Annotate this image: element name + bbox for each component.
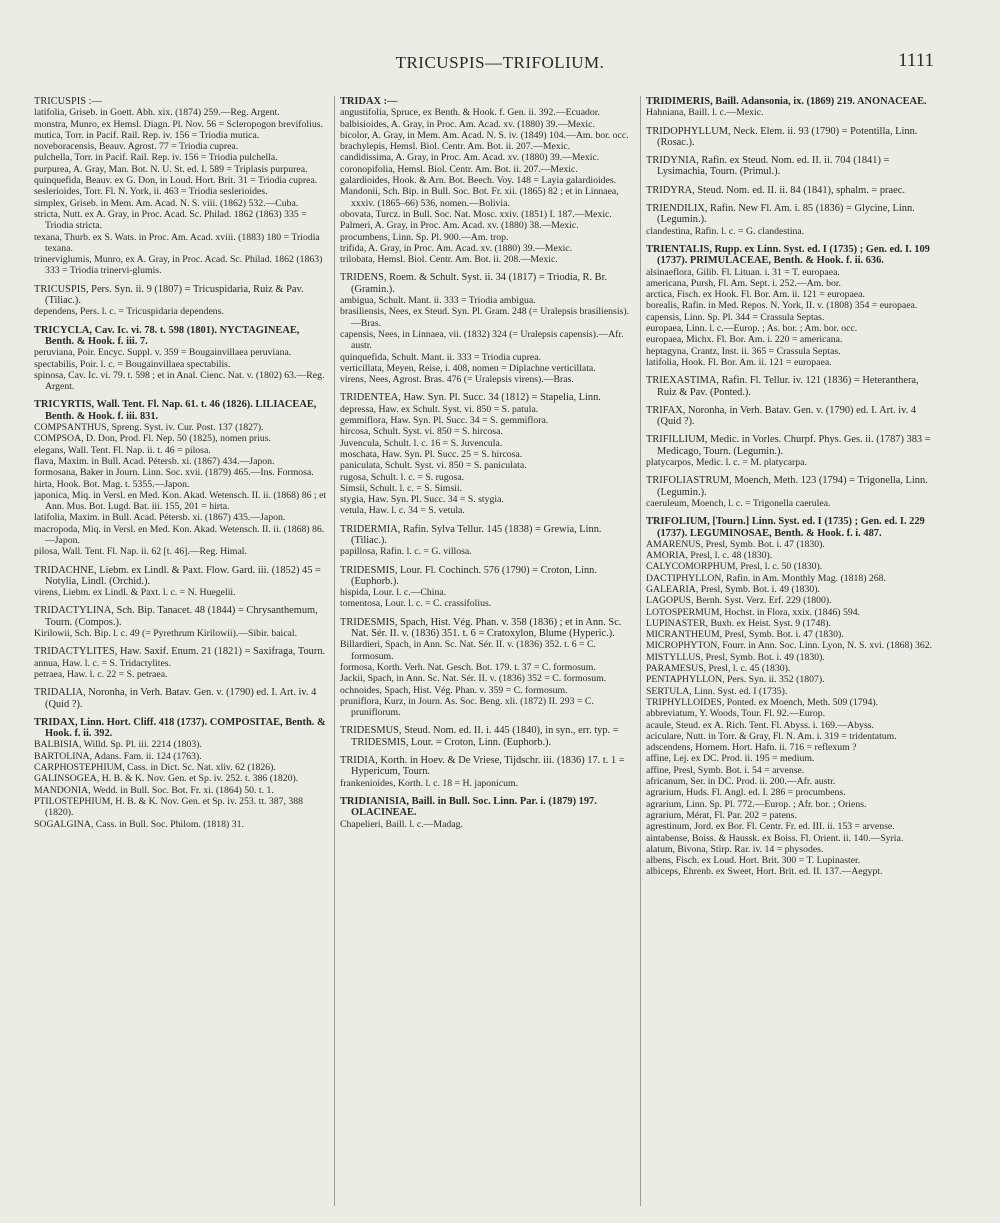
- species-line: verticillata, Meyen, Reise, i. 408, nomen = Diplachne verticillata.: [340, 362, 596, 374]
- index-entry: [340, 755, 634, 789]
- genus-heading: TRICYRTIS, Wall. Tent. Fl. Nap. 61. t. 46 (1826). LILIACEAE, Benth. & Hook. f. iii. 831.: [34, 399, 317, 422]
- species-line: latifolia, Maxim. in Bull. Acad. Pétersb. xi. (1867) 435.—Japon.: [34, 512, 286, 524]
- species-line: gemmiflora, Haw. Syn. Pl. Succ. 34 = S. gemmiflora.: [340, 415, 549, 427]
- species-line: Palmeri, A. Gray, in Proc. Am. Acad. xv. (1880) 38.—Mexic.: [340, 220, 579, 232]
- species-line: seslerioides, Torr. Fl. N. York, ii. 463 = Triodia seslerioides.: [34, 186, 268, 198]
- species-line: stygia, Haw. Syn. Pl. Succ. 34 = S. stygia.: [340, 494, 504, 506]
- genus-heading: TRIDIA, Korth. in Hoev. & De Vriese, Tijdschr. iii. (1836) 17. t. 1 = Hypericum, Tourn.: [340, 755, 625, 778]
- index-entry: [34, 325, 328, 393]
- genus-heading: TRIDACTYLINA, Sch. Bip. Tanacet. 48 (1844) = Chrysanthemum, Tourn. (Compos.).: [34, 605, 318, 628]
- species-line: MICRANTHEUM, Presl, Symb. Bot. i. 47 (1830).: [646, 629, 844, 641]
- species-line: acaule, Steud. ex A. Rich. Tent. Fl. Abyss. i. 169.—Abyss.: [646, 719, 874, 731]
- species-line: LUPINASTER, Buxb. ex Heist. Syst. 9 (1748).: [646, 617, 831, 629]
- species-line: borealis, Rafin. in Med. Repos. N. York, II. v. (1808) 354 = europaea.: [646, 300, 918, 312]
- species-line: coronopifolia, Hemsl. Biol. Centr. Am. Bot. ii. 207.—Mexic.: [340, 163, 578, 175]
- index-entry: [646, 475, 940, 509]
- species-line: alsinaeflora, Gilib. Fl. Lituan. i. 31 = T. europaea.: [646, 266, 840, 278]
- index-entry: [646, 244, 940, 368]
- genus-heading: TRIDAX, Linn. Hort. Cliff. 418 (1737). COMPOSITAE, Benth. & Hook. f. ii. 392.: [34, 716, 326, 740]
- index-entry: [340, 392, 634, 516]
- species-line: latifolia, Hook. Fl. Bor. Am. ii. 121 = europaea.: [646, 356, 832, 368]
- species-line: frankenioides, Korth. l. c. 18 = H. japonicum.: [340, 777, 518, 789]
- species-line: annua, Haw. l. c. = S. Tridactylites.: [34, 657, 172, 669]
- species-line: texana, Thurb. ex S. Wats. in Proc. Am. Acad. xviii. (1883) 180 = Triodia texana.: [34, 231, 320, 254]
- species-line: japonica, Miq. in Versl. en Med. Kon. Akad. Wetensch. II. ii. (1868) 86 ; et Ann. Mus. Bot. Lugd. Bat. iii. 155, 201 = hirta.: [34, 489, 327, 513]
- species-line: ambigua, Schult. Mant. ii. 333 = Triodia ambigua.: [340, 295, 536, 307]
- species-line: procumbens, Linn. Sp. Pl. 900.—Am. trop.: [340, 231, 509, 243]
- index-entry: [340, 524, 634, 558]
- species-line: Chapelieri, Baill. l. c.—Madag.: [340, 818, 463, 830]
- species-line: quinquefida, Beauv. ex G. Don, in Loud. Hort. Brit. 31 = Triodia cuprea.: [34, 175, 318, 187]
- index-entry: [34, 284, 328, 318]
- species-line: clandestina, Rafin. l. c. = G. clandestina.: [646, 225, 805, 237]
- index-entry: [34, 717, 328, 830]
- genus-heading: TRIDESMIS, Spach, Hist. Vég. Phan. v. 358 (1836) ; et in Ann. Sc. Nat. Sér. II. v. (1836) 351. t. 6 = Cratoxylon, Blume (Hyperic.).: [340, 616, 622, 640]
- species-line: paniculata, Schult. Syst. vi. 850 = S. paniculata.: [340, 460, 527, 472]
- species-line: virens, Nees, Agrost. Bras. 476 (= Uralepsis virens).—Bras.: [340, 374, 574, 386]
- genus-heading: TRIENDILIX, Rafin. New Fl. Am. i. 85 (1836) = Glycine, Linn. (Legumin.).: [646, 203, 915, 226]
- species-line: Mandonii, Sch. Bip. in Bull. Soc. Bot. Fr. xii. (1865) 82 ; et in Linnaea, xxxiv. (1865–66) 536, nomen.—Bolivia.: [340, 186, 619, 209]
- species-line: CALYCOMORPHUM, Presl, l. c. 50 (1830).: [646, 561, 823, 573]
- index-entry: [340, 96, 634, 265]
- species-line: pilosa, Wall. Tent. Fl. Nap. ii. 62 [t. 46].—Reg. Himal.: [34, 546, 247, 558]
- species-line: depressa, Haw. ex Schult. Syst. vi. 850 = S. patula.: [340, 403, 539, 415]
- genus-heading: TRIFOLIASTRUM, Moench, Meth. 123 (1794) = Trigonella, Linn. (Legumin.).: [646, 475, 928, 498]
- index-entry: [34, 96, 328, 277]
- species-line: heptagyna, Crantz, Inst. ii. 365 = Crassula Septas.: [646, 345, 841, 357]
- species-line: LAGOPUS, Bernh. Syst. Verz. Erf. 229 (1800).: [646, 595, 832, 607]
- species-line: monstra, Munro, ex Hemsl. Diagn. Pl. Nov. 56 = Scleropogon brevifolius.: [34, 118, 323, 130]
- genus-heading: TRICYCLA, Cav. Ic. vi. 78. t. 598 (1801). NYCTAGINEAE, Benth. & Hook. f. iii. 7.: [34, 324, 300, 347]
- index-entry: [646, 155, 940, 178]
- index-entry: [646, 126, 940, 149]
- species-line: TRIPHYLLOIDES, Ponted. ex Moench, Meth. 509 (1794).: [646, 696, 879, 708]
- column-right: [646, 96, 940, 1206]
- species-line: africanum, Ser. in DC. Prod. ii. 200.—Afr. austr.: [646, 776, 836, 788]
- species-line: moschata, Haw. Syn. Pl. Succ. 25 = S. hircosa.: [340, 448, 523, 460]
- index-entry: [340, 565, 634, 610]
- genus-heading: TRIFAX, Noronha, in Verh. Batav. Gen. v. (1790) ed. I. Art. iv. 4 (Quid ?).: [646, 404, 917, 428]
- index-entry: [646, 516, 940, 878]
- species-line: Jackii, Spach, in Ann. Sc. Nat. Sér. II. v. (1836) 352 = C. formosum.: [340, 673, 607, 685]
- species-line: arctica, Fisch. ex Hook. Fl. Bor. Am. ii. 121 = europaea.: [646, 289, 865, 301]
- genus-heading: TRIFILLIUM, Medic. in Vorles. Churpf. Phys. Ges. ii. (1787) 383 = Medicago, Tourn. (Legumin.).: [646, 434, 931, 457]
- species-line: tomentosa, Lour. l. c. = C. crassifolius.: [340, 598, 492, 610]
- genus-heading: TRIDOPHYLLUM, Neck. Elem. ii. 93 (1790) = Potentilla, Linn. (Rosac.).: [646, 125, 918, 148]
- species-line: SERTULA, Linn. Syst. ed. I (1735).: [646, 685, 788, 697]
- species-line: Billardieri, Spach, in Ann. Sc. Nat. Sér. II. v. (1836) 352. t. 6 = C. formosum.: [340, 639, 596, 662]
- species-line: brasiliensis, Nees, ex Steud. Syn. Pl. Gram. 248 (= Uralepsis brasiliensis).—Bras.: [340, 306, 630, 329]
- species-line: candidissima, A. Gray, in Proc. Am. Acad. xv. (1880) 39.—Mexic.: [340, 152, 600, 164]
- genus-heading: TRIDENTEA, Haw. Syn. Pl. Succ. 34 (1812) = Stapelia, Linn.: [340, 392, 601, 404]
- species-line: spectabilis, Poir. l. c. = Bougainvillaea spectabilis.: [34, 358, 231, 370]
- index-entry: [340, 725, 634, 748]
- index-entry: [34, 605, 328, 639]
- species-line: DACTIPHYLLON, Rafin. in Am. Monthly Mag. (1818) 268.: [646, 572, 886, 584]
- species-line: agrarium, Huds. Fl. Angl. ed. I. 286 = procumbens.: [646, 787, 846, 799]
- index-entry: [646, 375, 940, 398]
- genus-heading: TRIDYRA, Steud. Nom. ed. II. ii. 84 (1841), sphalm. = praec.: [646, 184, 905, 196]
- species-line: macropoda, Miq. in Versl. en Med. Kon. Akad. Wetensch. II. ii. (1868) 86.—Japon.: [34, 523, 325, 546]
- species-line: BARTOLINA, Adans. Fam. ii. 124 (1763).: [34, 750, 202, 762]
- species-line: americana, Pursh, Fl. Am. Sept. i. 252.—Am. bor.: [646, 277, 841, 289]
- species-line: obovata, Turcz. in Bull. Soc. Nat. Mosc. xxiv. (1851) I. 187.—Mexic.: [340, 208, 612, 220]
- genus-heading: TRIFOLIUM, [Tourn.] Linn. Syst. ed. I (1735) ; Gen. ed. I. 229 (1737). LEGUMINOSAE, Benth. & Hook. f. i. 487.: [646, 516, 925, 539]
- species-line: CARPHOSTEPHIUM, Cass. in Dict. Sc. Nat. xliv. 62 (1826).: [34, 762, 276, 774]
- index-entry: [34, 646, 328, 680]
- species-line: caeruleum, Moench, l. c. = Trigonella caerulea.: [646, 497, 831, 509]
- index-entry: [646, 203, 940, 237]
- species-line: galardioides, Hook. & Arn. Bot. Beech. Voy. 148 = Layia galardioides.: [340, 175, 617, 187]
- species-line: formosa, Korth. Verh. Nat. Gesch. Bot. 179. t. 37 = C. formosum.: [340, 661, 596, 673]
- species-line: aciculare, Nutt. in Torr. & Gray, Fl. N. Am. i. 319 = tridentatum.: [646, 730, 897, 742]
- species-line: europaea, Michx. Fl. Bor. Am. i. 220 = americana.: [646, 334, 843, 346]
- genus-heading: TRICUSPIS, Pers. Syn. ii. 9 (1807) = Tricuspidaria, Ruiz & Pav. (Tiliac.).: [34, 283, 304, 307]
- index-entry: [340, 617, 634, 719]
- species-line: PENTAPHYLLON, Pers. Syn. ii. 352 (1807).: [646, 674, 825, 686]
- species-line: capensis, Linn. Sp. Pl. 344 = Crassula Septas.: [646, 311, 825, 323]
- genus-heading: TRIDERMIA, Rafin. Sylva Tellur. 145 (1838) = Grewia, Linn. (Tiliac.).: [340, 523, 602, 546]
- species-line: affine, Presl, Symb. Bot. i. 54 = arvense.: [646, 764, 805, 776]
- genus-heading: TRIDIMERIS, Baill. Adansonia, ix. (1869) 219. ANONACEAE.: [646, 96, 927, 107]
- species-line: brachylepis, Hemsl. Biol. Centr. Am. Bot. ii. 207.—Mexic.: [340, 141, 571, 153]
- running-title: TRICUSPIS—TRIFOLIUM.: [395, 53, 605, 72]
- species-line: SOGALGINA, Cass. in Bull. Soc. Philom. (1818) 31.: [34, 818, 244, 830]
- index-entry: [34, 687, 328, 710]
- species-line: simplex, Griseb. in Mem. Am. Acad. N. S. viii. (1862) 532.—Cuba.: [34, 197, 299, 209]
- species-line: trifida, A. Gray, in Proc. Am. Acad. xv. (1880) 39.—Mexic.: [340, 242, 573, 254]
- species-line: aintabense, Boiss. & Haussk. ex Boiss. Fl. Orient. ii. 140.—Syria.: [646, 832, 904, 844]
- running-head: [0, 50, 1000, 74]
- species-line: LOTOSPERMUM, Hochst. in Flora, xxix. (1846) 594.: [646, 606, 861, 618]
- genus-heading: TRIDALIA, Noronha, in Verh. Batav. Gen. v. (1790) ed. I. Art. iv. 4 (Quid ?).: [34, 687, 317, 710]
- species-line: abbreviatum, Y. Woods, Tour. Fl. 92.—Europ.: [646, 708, 826, 720]
- index-entry: [646, 434, 940, 468]
- species-line: agrarium, Linn. Sp. Pl. 772.—Europ. ; Afr. bor. ; Oriens.: [646, 798, 867, 810]
- genus-heading: TRIDACTYLITES, Haw. Saxif. Enum. 21 (1821) = Saxifraga, Tourn.: [34, 646, 326, 658]
- species-line: agrarium, Mérat, Fl. Par. 202 = patens.: [646, 809, 797, 821]
- species-line: PARAMESUS, Presl, l. c. 45 (1830).: [646, 663, 791, 675]
- species-line: quinquefida, Schult. Mant. ii. 333 = Triodia cuprea.: [340, 351, 542, 363]
- species-line: petraea, Haw. l. c. 22 = S. petraea.: [34, 668, 168, 680]
- index-entry: [34, 399, 328, 557]
- index-entry: [340, 796, 634, 830]
- genus-heading: TRIDACHNE, Liebm. ex Lindl. & Paxt. Flow. Gard. iii. (1852) 45 = Notylia, Lindl. (Orchid.).: [34, 564, 321, 587]
- index-entry: [646, 96, 940, 119]
- species-line: MANDONIA, Wedd. in Bull. Soc. Bot. Fr. xi. (1864) 50. t. 1.: [34, 784, 274, 796]
- species-line: formosana, Baker in Journ. Linn. Soc. xvii. (1879) 465.—Ins. Formosa.: [34, 467, 314, 479]
- species-line: stricta, Nutt. ex A. Gray, in Proc. Acad. Sc. Philad. 1862 (1863) 335 = Triodia stricta.: [34, 208, 307, 232]
- species-line: capensis, Nees, in Linnaea, vii. (1832) 324 (= Uralepsis capensis).—Afr. austr.: [340, 328, 624, 352]
- index-columns: [34, 96, 946, 1206]
- species-line: pulchella, Torr. in Pacif. Rail. Rep. iv. 156 = Triodia pulchella.: [34, 152, 278, 164]
- index-entry: [646, 185, 940, 196]
- species-line: latifolia, Griseb. in Goett. Abh. xix. (1874) 259.—Reg. Argent.: [34, 107, 280, 119]
- species-line: mutica, Torr. in Pacif. Rail. Rep. iv. 156 = Triodia mutica.: [34, 129, 260, 141]
- species-line: bicolor, A. Gray, in Mem. Am. Acad. N. S. iv. (1849) 104.—Am. bor. occ.: [340, 129, 629, 141]
- species-line: PTILOSTEPHIUM, H. B. & K. Nov. Gen. et Sp. iv. 253. tt. 387, 388 (1820).: [34, 795, 304, 819]
- page-number: 1111: [898, 50, 934, 71]
- genus-heading: TRIDESMIS, Lour. Fl. Cochinch. 576 (1790) = Croton, Linn. (Euphorb.).: [340, 564, 597, 587]
- species-line: albiceps, Ehrenb. ex Sweet, Hort. Brit. ed. II. 137.—Aegypt.: [646, 866, 883, 878]
- species-line: elegans, Wall. Tent. Fl. Nap. ii. t. 46 = pilosa.: [34, 444, 211, 456]
- species-line: virens, Liebm. ex Lindl. & Paxt. l. c. = N. Huegelii.: [34, 587, 236, 599]
- column-rule: [640, 96, 641, 1206]
- species-line: rugosa, Schult. l. c. = S. rugosa.: [340, 471, 465, 483]
- species-line: alatum, Bivona, Stirp. Rar. iv. 14 = physodes.: [646, 843, 824, 855]
- species-line: agrestinum, Jord. ex Bor. Fl. Centr. Fr. ed. III. ii. 153 = arvense.: [646, 821, 895, 833]
- genus-heading: TRIDIANISIA, Baill. in Bull. Soc. Linn. Par. i. (1879) 197. OLACINEAE.: [340, 795, 597, 819]
- species-line: platycarpos, Medic. l. c. = M. platycarpa.: [646, 457, 807, 469]
- species-line: GALEARIA, Presl, Symb. Bot. i. 49 (1830).: [646, 583, 820, 595]
- species-line: BALBISIA, Willd. Sp. Pl. iii. 2214 (1803).: [34, 739, 202, 751]
- species-line: balbisioides, A. Gray, in Proc. Am. Acad. xv. (1880) 39.—Mexic.: [340, 118, 595, 130]
- species-line: hircosa, Schult. Syst. vi. 850 = S. hircosa.: [340, 426, 503, 438]
- species-line: peruviana, Poir. Encyc. Suppl. v. 359 = Bougainvillaea peruviana.: [34, 347, 292, 359]
- genus-heading: TRIEXASTIMA, Rafin. Fl. Tellur. iv. 121 (1836) = Heteranthera, Ruiz & Pav. (Ponted.).: [646, 375, 919, 398]
- species-line: AMARENUS, Presl, Symb. Bot. i. 47 (1830).: [646, 538, 825, 550]
- index-entry: [646, 405, 940, 428]
- species-line: Juvencula, Schult. l. c. 16 = S. Juvencula.: [340, 437, 503, 449]
- species-line: pruniflora, Kurz, in Journ. As. Soc. Beng. xli. (1872) II. 293 = C. pruniflorum.: [340, 695, 594, 719]
- species-line: europaea, Linn. l. c.—Europ. ; As. bor. ; Am. bor. occ.: [646, 323, 858, 335]
- column-left: [34, 96, 328, 1206]
- species-line: hispida, Lour. l. c.—China.: [340, 587, 447, 599]
- species-line: angustifolia, Spruce, ex Benth. & Hook. f. Gen. ii. 392.—Ecuador.: [340, 107, 600, 119]
- species-line: noveboracensis, Beauv. Agrost. 77 = Triodia cuprea.: [34, 141, 239, 153]
- species-line: COMPSOA, D. Don, Prod. Fl. Nep. 50 (1825), nomen prius.: [34, 433, 271, 445]
- genus-heading: TRIDAX :—: [340, 96, 398, 107]
- species-line: purpurea, A. Gray, Man. Bot. N. U. St. ed. I. 589 = Triplasis purpurea.: [34, 163, 308, 175]
- genus-heading: TRIDYNIA, Rafin. ex Steud. Nom. ed. II. ii. 704 (1841) = Lysimachia, Tourn. (Primul.).: [646, 155, 890, 178]
- species-line: AMORIA, Presl, l. c. 48 (1830).: [646, 550, 773, 562]
- species-line: albens, Fisch. ex Loud. Hort. Brit. 300 = T. Lupinaster.: [646, 855, 861, 867]
- species-line: vetula, Haw. l. c. 34 = S. vetula.: [340, 505, 465, 517]
- species-line: COMPSANTHUS, Spreng. Syst. iv. Cur. Post. 137 (1827).: [34, 422, 264, 434]
- species-line: trinerviglumis, Munro, ex A. Gray, in Proc. Acad. Sc. Philad. 1862 (1863) 333 = Triodia trinervi-glumis.: [34, 254, 323, 277]
- species-line: adscendens, Hornem. Hort. Hafn. ii. 716 = reflexum ?: [646, 742, 857, 754]
- species-line: Simsii, Schult. l. c. = S. Simsii.: [340, 482, 462, 494]
- genus-heading: TRIDESMUS, Steud. Nom. ed. II. i. 445 (1840), in syn., err. typ. = TRIDESMIS, Lour. = Croton, Linn. (Euphorb.).: [340, 725, 619, 748]
- index-entry: [340, 272, 634, 385]
- species-line: Kirilowii, Sch. Bip. l. c. 49 (= Pyrethrum Kirilowii).—Sibir. baical.: [34, 628, 298, 640]
- species-line: papillosa, Rafin. l. c. = G. villosa.: [340, 546, 472, 558]
- species-line: GALINSOGEA, H. B. & K. Nov. Gen. et Sp. iv. 252. t. 386 (1820).: [34, 773, 299, 785]
- species-line: MICROPHYTON, Fourr. in Ann. Soc. Linn. Lyon, N. S. xvi. (1868) 362.: [646, 640, 933, 652]
- species-line: affine, Lej. ex DC. Prod. ii. 195 = medium.: [646, 753, 815, 765]
- species-line: ochnoides, Spach, Hist. Vég. Phan. v. 359 = C. formosum.: [340, 684, 568, 696]
- species-line: flava, Maxim. in Bull. Acad. Pétersb. xi. (1867) 434.—Japon.: [34, 455, 275, 467]
- species-line: dependens, Pers. l. c. = Tricuspidaria dependens.: [34, 306, 224, 318]
- species-line: Hahniana, Baill. l. c.—Mexic.: [646, 107, 764, 119]
- species-line: hirta, Hook. Bot. Mag. t. 5355.—Japon.: [34, 478, 190, 490]
- species-line: MISTYLLUS, Presl, Symb. Bot. i. 49 (1830).: [646, 651, 825, 663]
- genus-heading: TRIENTALIS, Rupp. ex Linn. Syst. ed. I (1735) ; Gen. ed. I. 109 (1737). PRIMULACEAE, Benth. & Hook. f. ii. 636.: [646, 243, 930, 267]
- genus-heading: TRIDENS, Roem. & Schult. Syst. ii. 34 (1817) = Triodia, R. Br. (Gramin.).: [340, 272, 608, 295]
- index-entry: [34, 565, 328, 599]
- species-line: spinosa, Cav. Ic. vi. 79. t. 598 ; et in Anal. Cienc. Nat. v. (1802) 63.—Reg. Argent.: [34, 369, 325, 393]
- column-rule: [334, 96, 335, 1206]
- species-line: trilobata, Hemsl. Biol. Centr. Am. Bot. ii. 208.—Mexic.: [340, 254, 558, 266]
- column-middle: [340, 96, 634, 1206]
- genus-heading: TRICUSPIS :—: [34, 96, 102, 107]
